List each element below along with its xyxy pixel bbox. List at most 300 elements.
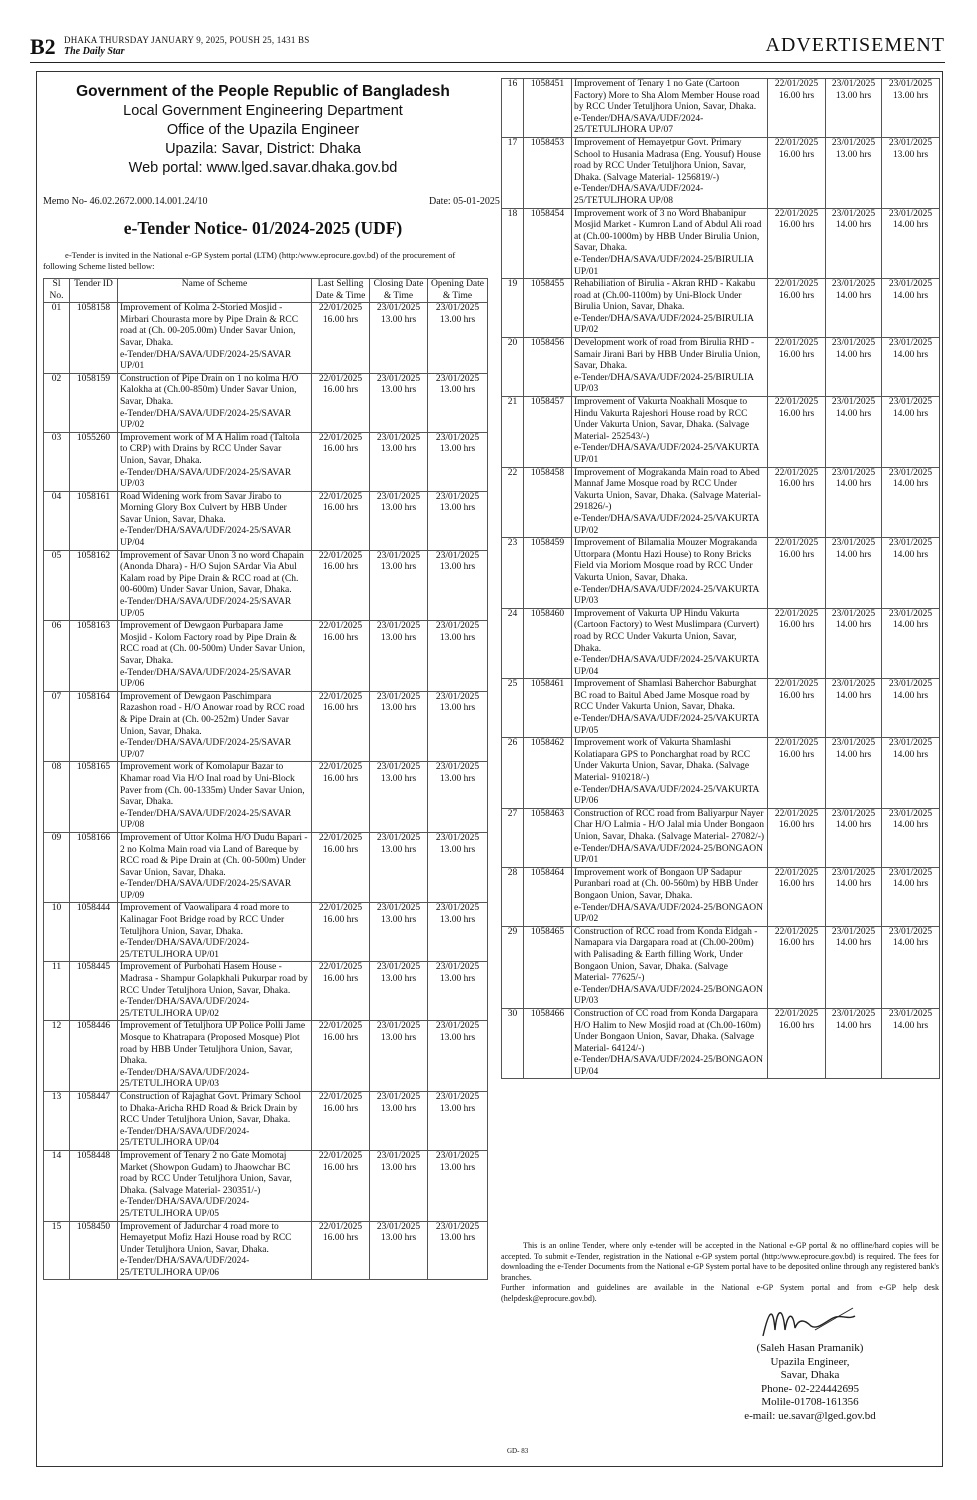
row-scheme [572,538,768,609]
row-sl [502,137,524,208]
instructions-paragraph: This is an online Tender, where only e-tender will be accepted in the National e-GP portal & no offline/hard copies will be accepted. To submit e-Tender, registration in the National e-GP system portal (http:/www.eprocure.gov.bd) is required. The fees for downloading the e-Tender Documents from the National e-GP System portal have to be deposited online through any registered bank's branches. [501,1241,939,1282]
cell-value: 13.00 hrs [380,1162,417,1173]
scheme-name: Road Widening work from Savar Jirabo to Morning Glory Box Culvert by HBB Under Savar Union, Savar, Dhaka. [120,491,287,525]
row-scheme [572,137,768,208]
signature-block [720,1300,900,1423]
cell-value: 14.00 hrs [835,549,872,560]
cell-value: 23/01/2025 [376,373,421,384]
row-tender-id [70,1091,118,1150]
row-scheme [118,491,312,550]
cell-value: 22/01/2025 [318,491,363,502]
cell-value: 14.00 hrs [835,1020,872,1031]
cell-value: 13 [51,1091,62,1102]
intro-text: e-Tender is invited in the National e-GP System portal (LTM) (http:/www.eprocure.gov.bd) of the procurement of following Scheme listed bellow: [43,250,456,271]
row-closing [826,1008,882,1079]
row-opening [428,432,488,491]
signatory-email: e-mail: ue.savar@lged.gov.bd [744,1409,876,1422]
cell-value: 16.00 hrs [322,703,359,714]
cell-value: 13.00 hrs [439,1033,476,1043]
cell-value: 14.00 hrs [892,690,929,701]
row-last-selling [312,432,370,491]
cell-value: 16.00 hrs [778,479,815,490]
cell-value: 22/01/2025 [318,962,363,973]
row-last-selling [312,903,370,962]
cell-value: 16.00 hrs [778,820,815,831]
cell-value: 23/01/2025 [888,867,933,878]
scheme-reference: e-Tender/DHA/SAVA/UDF/2024-25/SAVAR UP/08 [120,808,292,831]
signatory-phone: Phone- 02-224442695 [760,1382,860,1395]
cell-value: 23/01/2025 [831,137,876,148]
cell-value: 22/01/2025 [774,79,819,89]
cell-value: 23/01/2025 [435,373,480,384]
row-opening [882,679,940,738]
cell-value: 23/01/2025 [435,621,480,632]
cell-value: 30 [507,1008,518,1019]
row-sl [502,208,524,279]
scheme-name: Construction of CC road from Konda Dargapara H/O Halim to New Mosjid road at (Ch.00-160m) Under Bongaon Union, Savar, Dhaka. (Salvage Material- 64124/-) [574,1008,761,1054]
cell-value: 16.00 hrs [778,349,815,360]
row-closing [826,738,882,809]
row-closing [370,373,428,432]
cell-value: 1058455 [530,279,565,290]
row-last-selling [768,1008,826,1079]
cell-value: 1058451 [530,79,565,89]
row-sl [44,832,70,903]
row-opening [428,303,488,374]
cell-value: 23/01/2025 [831,467,876,478]
row-scheme [118,1150,312,1221]
row-scheme [572,1008,768,1079]
cell-value: 13.00 hrs [380,974,417,985]
table-row [44,1221,488,1280]
row-last-selling [312,832,370,903]
scheme-name: Improvement of Tenary 1 no Gate (Cartoon Factory) More to Sha Alom Member House road by RCC Under Tetuljhora Union, Savar, Dhaka. [574,79,760,113]
cell-value: 1058462 [530,738,565,749]
cell-value: 23/01/2025 [435,491,480,502]
scheme-name: Improvement of Jadurchar 4 road more to Hemayetput Mofiz Hazi House road by RCC Under Tetuljhora Union, Savar, Dhaka. [120,1221,292,1255]
row-closing [826,538,882,609]
scheme-reference: e-Tender/DHA/SAVA/UDF/2024-25/BIRULIA UP/01 [574,254,754,277]
row-tender-id [524,808,572,867]
cell-value: 23/01/2025 [888,808,933,819]
cell-value: 23/01/2025 [435,432,480,443]
cell-value: 16 [507,79,518,89]
signatory-place: Savar, Dhaka [780,1369,840,1381]
table-row [44,762,488,833]
cell-value: 23/01/2025 [435,303,480,314]
scheme-reference: e-Tender/DHA/SAVA/UDF/2024-25/SAVAR UP/05 [120,597,292,619]
cell-value: 14.00 hrs [835,290,872,301]
cell-value: 13.00 hrs [439,915,476,926]
cell-value: 14.00 hrs [892,290,929,301]
cell-value: 13.00 hrs [380,1033,417,1043]
cell-value: 1058162 [76,550,111,561]
header-office: Office of the Upazila Engineer [166,122,360,138]
signatory-name: (Saleh Hasan Pramanik) [756,1342,864,1354]
cell-value: 22/01/2025 [774,1008,819,1019]
cell-value: 12 [51,1021,62,1032]
scheme-name: Improvement of Tenary 2 no Gate Momotaj Market (Showpon Gudam) to Jhaowchar BC road by RCC Under Tetuljhora Union, Savar, Dhaka. (Salvage Material- 230351/-) [120,1150,292,1196]
row-last-selling [768,79,826,138]
cell-value: 14.00 hrs [892,479,929,490]
scheme-name: Improvement of Dewgaon Purbapara Jame Mosjid - Kolom Factory road by Pipe Drain & RCC road at (Ch. 00-500m) Under Savar Union, Savar, Dhaka. [120,621,305,666]
table-row [502,538,940,609]
scheme-name: Improvement of Hemayetpur Govt. Primary School to Husania Madrasa (Eng. Yousuf) House road by RCC Under Tetuljhora Union, Savar, Dhaka. (Salvage Material- 1256819/-) [574,137,761,183]
cell-value: 23/01/2025 [376,1150,421,1161]
cell-value: 14.00 hrs [892,408,929,419]
cell-value: 1058453 [530,137,565,148]
cell-value: 13.00 hrs [380,1103,417,1114]
cell-value: 13.00 hrs [439,503,476,514]
table-row [44,1021,488,1092]
cell-value: 13.00 hrs [380,915,417,926]
cell-value: 13.00 hrs [380,444,417,455]
cell-value: 24 [507,608,518,619]
cell-value: 23/01/2025 [435,1221,480,1232]
row-scheme [118,691,312,762]
row-opening [428,1221,488,1280]
cell-value: 23/01/2025 [888,608,933,619]
cell-value: 06 [51,621,62,632]
cell-value: 22/01/2025 [774,338,819,349]
table-row [44,491,488,550]
cell-value: 23/01/2025 [831,738,876,749]
cell-value: 1055260 [76,432,111,443]
memo-number: Memo No- 46.02.2672.000.14.001.24/10 [43,196,208,207]
cell-value: 25 [507,679,518,690]
cell-value: 13.00 hrs [380,503,417,514]
cell-value: 1058448 [76,1150,111,1161]
cell-value: 22/01/2025 [318,832,363,843]
scheme-name: Improvement of Purbohati Hasem House - Madrasa - Shampur Golapkhali Pukurpar road by RCC Under Tetuljhora Union, Savar, Dhaka. [120,962,308,996]
row-opening [428,621,488,692]
cell-value: 22/01/2025 [774,926,819,937]
cell-value: 23/01/2025 [376,491,421,502]
scheme-name: Improvement of Savar Unon 3 no word Chapain (Anonda Dhara) - H/O Sujon SArdar Via Abul Kalam road by Pipe Drain & RCC road at (Ch. 00-600m) Under Savar Union, Savar, Dhaka. [120,550,304,596]
cell-value: 22/01/2025 [318,550,363,561]
cell-value: 16.00 hrs [322,1103,359,1114]
cell-value: 23/01/2025 [831,338,876,349]
row-sl [44,962,70,1021]
row-scheme [572,608,768,679]
cell-value: 1058456 [530,338,565,349]
col-closing: Closing Date & Time [370,279,428,303]
cell-value: 23/01/2025 [435,1091,480,1102]
scheme-reference: e-Tender/DHA/SAVA/UDF/2024-25/SAVAR UP/04 [120,526,292,549]
cell-value: 22/01/2025 [318,303,363,314]
cell-value: 16.00 hrs [778,1020,815,1031]
cell-value: 14 [51,1150,62,1161]
row-opening [428,832,488,903]
cell-value: 13.00 hrs [892,90,929,101]
page-number: B2 [30,34,56,59]
cell-value: 16.00 hrs [322,844,359,855]
row-opening [882,538,940,609]
scheme-reference: e-Tender/DHA/SAVA/UDF/2024-25/SAVAR UP/07 [120,738,292,760]
row-scheme [572,338,768,397]
scheme-name: Improvement of Vakurta Noakhali Mosque to Hindu Vakurta Rajeshori House road by RCC Under Vakurta Union, Savar, Dhaka. (Salvage Material- 252543/-) [574,397,750,442]
cell-value: 16.00 hrs [322,1233,359,1244]
cell-value: 14.00 hrs [892,549,929,560]
cell-value: 23/01/2025 [376,621,421,632]
row-last-selling [768,608,826,679]
row-closing [370,1221,428,1280]
scheme-name: Improvement of Mograkanda Main road to Abed Mannaf Jame Mosque road by RCC Under Vakurta Union, Savar, Dhaka. (Salvage Material- 291826/-) [574,467,761,513]
cell-value: 14.00 hrs [892,820,929,831]
row-opening [882,467,940,538]
cell-value: 23/01/2025 [888,79,933,89]
row-scheme [118,373,312,432]
cell-value: 23/01/2025 [376,550,421,561]
cell-value: 14.00 hrs [892,749,929,760]
cell-value: 23/01/2025 [435,832,480,843]
cell-value: 16.00 hrs [778,690,815,701]
scheme-reference: e-Tender/DHA/SAVA/UDF/2024-25/VAKURTA UP/02 [574,513,759,536]
scheme-name: Improvement work of Bongaon UP Sadapur Puranbari road at (Ch. 00-560m) by HBB Under Bongaon Union, Savar, Dhaka. [574,867,759,901]
cell-value: 23/01/2025 [435,550,480,561]
cell-value: 16.00 hrs [322,974,359,985]
signatory-designation: Upazila Engineer, [770,1355,850,1368]
scheme-name: Rehabiliation of Birulia - Akran RHD - Kakabu road at (Ch.00-1100m) by Uni-Block Under Birulia Union, Savar, Dhaka. [574,279,756,313]
cell-value: 23/01/2025 [888,208,933,219]
row-sl [502,926,524,1008]
row-scheme [118,303,312,374]
row-closing [826,208,882,279]
row-scheme [572,79,768,138]
row-last-selling [312,1150,370,1221]
dateline: DHAKA THURSDAY JANUARY 9, 2025, POUSH 25, 1431 BS [64,35,310,45]
row-closing [826,79,882,138]
cell-value: 16.00 hrs [778,749,815,760]
cell-value: 16.00 hrs [778,938,815,949]
row-sl [502,79,524,138]
row-closing [370,832,428,903]
cell-value: 13.00 hrs [439,385,476,396]
row-closing [826,338,882,397]
cell-value: 23/01/2025 [831,867,876,878]
row-tender-id [70,1221,118,1280]
cell-value: 1058454 [530,208,565,219]
cell-value: 14.00 hrs [835,879,872,890]
cell-value: 23/01/2025 [376,1091,421,1102]
row-closing [370,303,428,374]
cell-value: 07 [51,691,62,702]
row-tender-id [524,867,572,926]
row-opening [882,867,940,926]
scheme-name: Improvement of Dewgaon Paschimpara Razashon road - H/O Anowar road by RCC road & Pipe Drain at (Ch. 00-252m) Under Savar Union, Savar, Dhaka. [120,691,305,737]
row-closing [826,808,882,867]
cell-value: 1058159 [76,373,111,384]
office-header [37,82,489,178]
row-sl [502,1008,524,1079]
row-tender-id [524,538,572,609]
table-row [502,137,940,208]
row-closing [370,1150,428,1221]
row-closing [370,762,428,833]
scheme-name: Improvement work of M A Halim road (Taltola to CRP) with Drains by RCC Under Savar Union, Savar, Dhaka. [120,432,300,466]
row-scheme [572,279,768,338]
gd-number: GD- 83 [507,1447,529,1455]
cell-value: 14.00 hrs [892,220,929,231]
cell-value: 23/01/2025 [376,1021,421,1032]
cell-value: 22/01/2025 [774,867,819,878]
scheme-reference: e-Tender/DHA/SAVA/UDF/2024-25/BONGAON UP/01 [574,843,763,866]
cell-value: 13.00 hrs [380,385,417,396]
scheme-reference: e-Tender/DHA/SAVA/UDF/2024-25/VAKURTA UP/03 [574,584,759,607]
cell-value: 23/01/2025 [888,279,933,290]
cell-value: 22/01/2025 [774,808,819,819]
cell-value: 1058447 [76,1091,111,1102]
row-closing [826,926,882,1008]
row-closing [370,1091,428,1150]
cell-value: 16.00 hrs [322,503,359,514]
cell-value: 23/01/2025 [831,1008,876,1019]
scheme-reference: e-Tender/DHA/SAVA/UDF/2024-25/BONGAON UP/02 [574,902,763,925]
masthead [30,32,945,62]
cell-value: 03 [51,432,62,443]
scheme-name: Construction of RCC road from Baliyarpur Nayer Char H/O Lalmia - H/O Jalal mia Under Bongaon Union, Savar, Dhaka. (Salvage Material- 27082/-) [574,808,765,842]
row-opening [428,491,488,550]
row-last-selling [312,691,370,762]
cell-value: 13.00 hrs [439,1162,476,1173]
row-scheme [572,867,768,926]
cell-value: 23/01/2025 [831,208,876,219]
notice-date: Date: 05-01-2025 [429,196,500,207]
row-closing [370,962,428,1021]
cell-value: 23/01/2025 [435,962,480,973]
cell-value: 15 [51,1221,62,1232]
cell-value: 23/01/2025 [831,279,876,290]
cell-value: 1058164 [76,691,111,702]
cell-value: 22/01/2025 [318,621,363,632]
signature-icon [755,1300,865,1342]
cell-value: 22/01/2025 [774,738,819,749]
row-scheme [118,621,312,692]
cell-value: 16.00 hrs [778,149,815,160]
cell-value: 16.00 hrs [778,620,815,631]
row-tender-id [70,373,118,432]
tender-instructions [501,1241,939,1305]
signatory-mobile: Molile-01708-161356 [761,1396,859,1408]
row-tender-id [70,762,118,833]
row-closing [826,397,882,468]
scheme-name: Construction of Rajaghat Govt. Primary School to Dhaka-Aricha RHD Road & Brick Drain by RCC Under Tetuljhora Union, Savar, Dhaka. [120,1091,302,1126]
cell-value: 23/01/2025 [376,691,421,702]
row-sl [44,1150,70,1221]
row-tender-id [524,926,572,1008]
table-row [44,373,488,432]
scheme-reference: e-Tender/DHA/SAVA/UDF/2024-25/SAVAR UP/02 [120,408,292,431]
row-opening [882,1008,940,1079]
cell-value: 13.00 hrs [835,90,872,101]
row-last-selling [312,621,370,692]
cell-value: 13.00 hrs [439,314,476,325]
cell-value: 1058465 [530,926,565,937]
row-sl [44,303,70,374]
cell-value: 14.00 hrs [835,349,872,360]
row-last-selling [768,208,826,279]
cell-value: 13.00 hrs [380,844,417,855]
row-closing [826,867,882,926]
row-opening [882,738,940,809]
cell-value: 22/01/2025 [774,679,819,690]
scheme-name: Improvement of Kolma 2-Storied Mosjid - Mirbari Chourasta more by Pipe Drain & RCC road at (Ch. 00-205.00m) Under Savar Union, Savar, Dhaka. [120,303,299,348]
row-sl [502,679,524,738]
row-opening [428,903,488,962]
row-sl [44,491,70,550]
row-sl [502,279,524,338]
scheme-name: Construction of RCC road from Konda Eidgah - Namapara via Dargapara road at (Ch.00-200m) with Palisading & Earth filling Work, Under Bongaon Union, Savar, Dhaka. (Salvage Material- 77625/-) [574,926,758,984]
cell-value: 13.00 hrs [439,844,476,855]
scheme-reference: e-Tender/DHA/SAVA/UDF/2024-25/TETULJHORA UP/08 [574,184,704,206]
col-opening: Opening Date & Time [428,279,488,303]
row-tender-id [70,1150,118,1221]
row-tender-id [70,550,118,621]
table-row [502,467,940,538]
cell-value: 22/01/2025 [774,137,819,148]
cell-value: 23/01/2025 [888,1008,933,1019]
row-last-selling [312,762,370,833]
row-tender-id [70,432,118,491]
tender-table-right [501,78,940,1079]
row-last-selling [768,279,826,338]
row-last-selling [312,373,370,432]
cell-value: 02 [51,373,62,384]
row-sl [44,373,70,432]
row-opening [428,550,488,621]
cell-value: 23/01/2025 [376,962,421,973]
row-opening [882,338,940,397]
row-opening [882,279,940,338]
cell-value: 14.00 hrs [835,220,872,231]
cell-value: 1058163 [76,621,111,632]
cell-value: 16.00 hrs [322,562,359,573]
cell-value: 16.00 hrs [778,90,815,101]
row-sl [44,550,70,621]
cell-value: 1058161 [76,491,111,502]
cell-value: 1058461 [530,679,565,690]
cell-value: 16.00 hrs [322,1033,359,1043]
scheme-reference: e-Tender/DHA/SAVA/UDF/2024-25/VAKURTA UP/05 [574,714,759,736]
cell-value: 1058165 [76,762,111,773]
cell-value: 23/01/2025 [435,762,480,773]
cell-value: 14.00 hrs [835,408,872,419]
cell-value: 23/01/2025 [888,679,933,690]
scheme-reference: e-Tender/DHA/SAVA/UDF/2024-25/TETULJHORA UP/07 [574,113,704,136]
row-last-selling [768,867,826,926]
cell-value: 16.00 hrs [322,444,359,455]
cell-value: 09 [51,832,62,843]
cell-value: 05 [51,550,62,561]
table-row [44,962,488,1021]
row-closing [826,279,882,338]
cell-value: 23/01/2025 [376,303,421,314]
cell-value: 22/01/2025 [318,691,363,702]
cell-value: 14.00 hrs [835,620,872,631]
table-row [502,397,940,468]
cell-value: 14.00 hrs [835,938,872,949]
scheme-reference: e-Tender/DHA/SAVA/UDF/2024-25/BIRULIA UP/03 [574,372,754,395]
scheme-reference: e-Tender/DHA/SAVA/UDF/2024-25/VAKURTA UP/04 [574,655,759,677]
cell-value: 13.00 hrs [892,149,929,160]
table-row [502,79,940,138]
scheme-name: Improvement of Vaowalipara 4 road more to Kalinagar Foot Bridge road by RCC Under Tetuljhora Union, Savar, Dhaka. [120,903,290,937]
row-last-selling [768,397,826,468]
cell-value: 23/01/2025 [435,1150,480,1161]
row-sl [502,738,524,809]
scheme-name: Improvement work of 3 no Word Bhabanipur Mosjid Market - Kumron Land of Abdul Ali road at (Ch.00-1000m) by HBB Under Birulia Union, Savar, Dhaka. [574,208,762,254]
row-last-selling [312,962,370,1021]
